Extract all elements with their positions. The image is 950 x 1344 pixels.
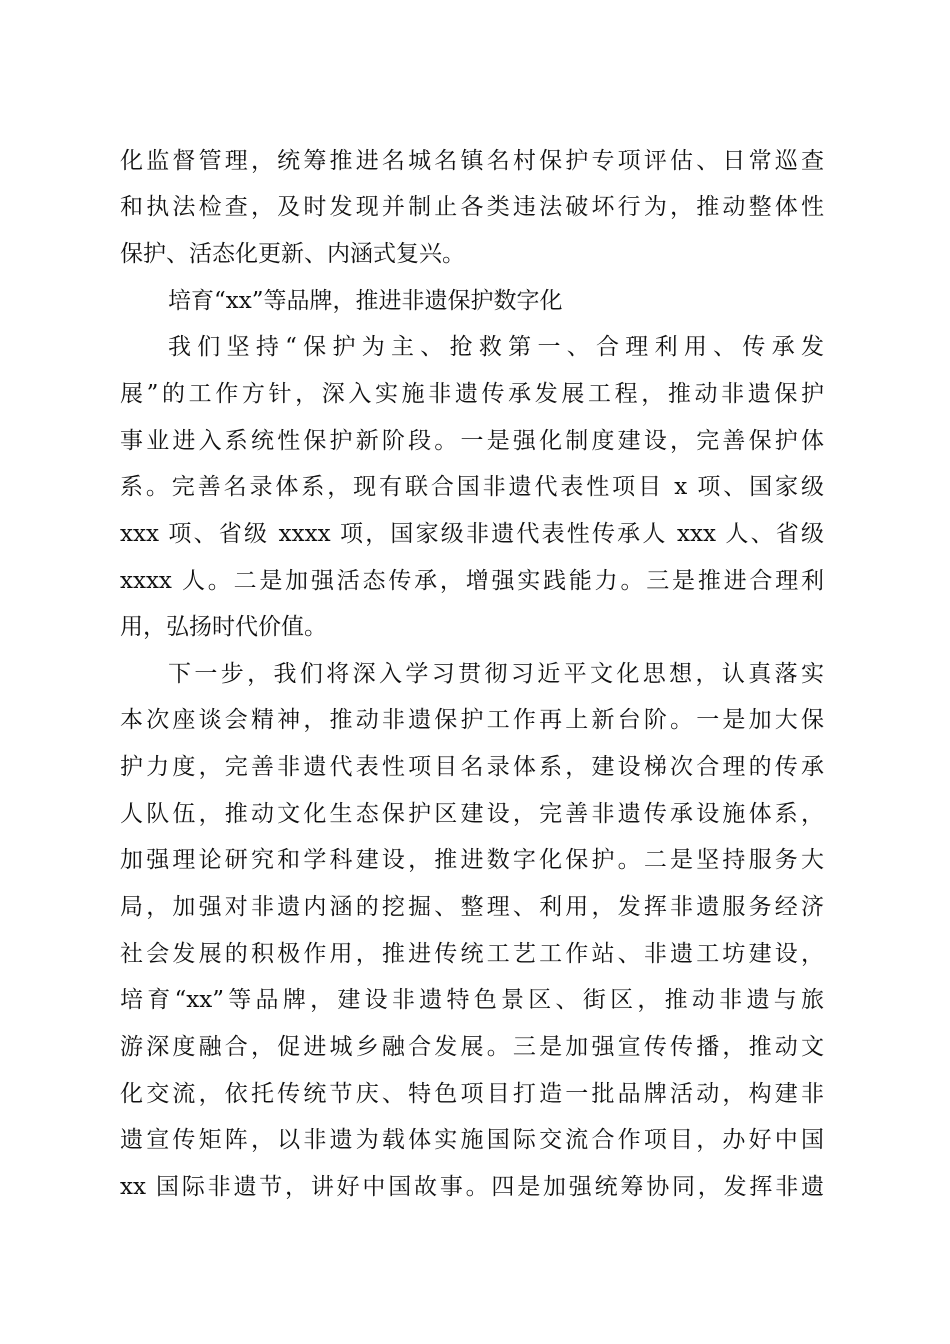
section-heading: 培育“xx”等品牌，推进非遗保护数字化 bbox=[168, 288, 563, 314]
text-line: 保护、活态化更新、内涵式复兴。 bbox=[120, 241, 465, 267]
text-line: xxx 项、省级 xxxx 项，国家级非遗代表性传承人 xxx 人、省级 bbox=[120, 521, 824, 547]
text-line: 社会发展的积极作用，推进传统工艺工作站、非遗工坊建设， bbox=[120, 941, 824, 967]
text-line: 用，弘扬时代价值。 bbox=[120, 614, 327, 640]
text-line: 本次座谈会精神，推动非遗保护工作再上新台阶。一是加大保 bbox=[120, 707, 824, 733]
text-line: 培育“xx”等品牌，建设非遗特色景区、街区，推动非遗与旅 bbox=[120, 987, 824, 1013]
text-line: xx 国际非遗节，讲好中国故事。四是加强统筹协同，发挥非遗 bbox=[120, 1174, 824, 1200]
text-line: xxxx 人。二是加强活态传承，增强实践能力。三是推进合理利 bbox=[120, 568, 824, 594]
text-line: 下一步，我们将深入学习贯彻习近平文化思想，认真落实 bbox=[168, 661, 824, 687]
text-line: 人队伍，推动文化生态保护区建设，完善非遗传承设施体系， bbox=[120, 801, 824, 827]
text-line: 游深度融合，促进城乡融合发展。三是加强宣传传播，推动文 bbox=[120, 1034, 824, 1060]
text-line: 遗宣传矩阵，以非遗为载体实施国际交流合作项目，办好中国 bbox=[120, 1127, 824, 1153]
text-line: 局，加强对非遗内涵的挖掘、整理、利用，发挥非遗服务经济 bbox=[120, 894, 824, 920]
text-line: 我们坚持“保护为主、抢救第一、合理利用、传承发 bbox=[168, 334, 824, 360]
text-line: 系。完善名录体系，现有联合国非遗代表性项目 x 项、国家级 bbox=[120, 474, 824, 500]
text-line: 和执法检查，及时发现并制止各类违法破坏行为，推动整体性 bbox=[120, 194, 824, 220]
text-line: 展”的工作方针，深入实施非遗传承发展工程，推动非遗保护 bbox=[120, 381, 824, 407]
text-line: 事业进入系统性保护新阶段。一是强化制度建设，完善保护体 bbox=[120, 428, 824, 454]
text-line: 化监督管理，统筹推进名城名镇名村保护专项评估、日常巡查 bbox=[120, 148, 824, 174]
text-line: 护力度，完善非遗代表性项目名录体系，建设梯次合理的传承 bbox=[120, 754, 824, 780]
text-line: 加强理论研究和学科建设，推进数字化保护。二是坚持服务大 bbox=[120, 847, 824, 873]
text-line: 化交流，依托传统节庆、特色项目打造一批品牌活动，构建非 bbox=[120, 1081, 824, 1107]
